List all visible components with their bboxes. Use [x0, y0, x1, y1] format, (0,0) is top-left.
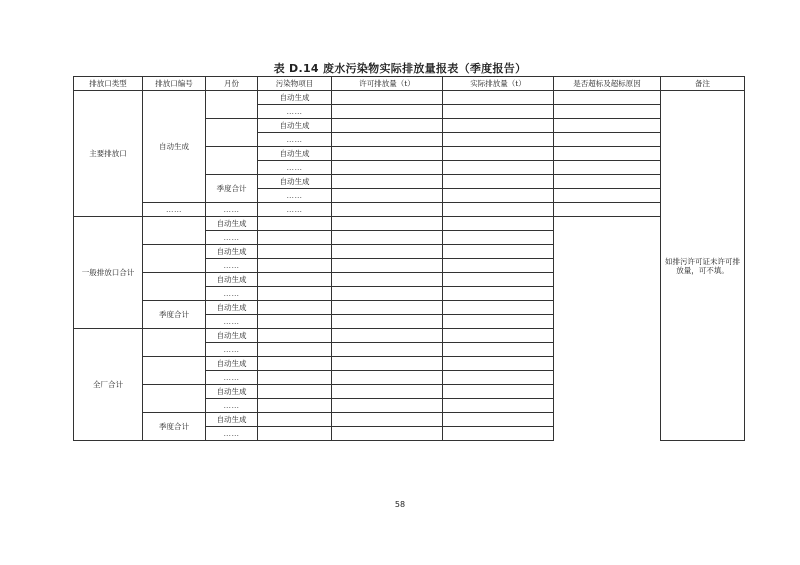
pollutant-auto-cell: 自动生成 [258, 147, 332, 161]
permitted-amount-cell [332, 119, 443, 133]
exceed-reason-cell [443, 357, 554, 371]
permitted-amount-cell [258, 315, 332, 329]
pollutant-dots-cell: …… [206, 231, 258, 245]
actual-amount-cell [443, 119, 554, 133]
table-row [74, 301, 745, 315]
permitted-amount-cell [258, 259, 332, 273]
month-cell [206, 91, 258, 119]
pollutant-auto-cell: 自动生成 [258, 175, 332, 189]
exceed-reason-cell [443, 385, 554, 399]
exceed-reason-cell [554, 133, 661, 147]
pollutant-auto-cell: 自动生成 [206, 245, 258, 259]
exceed-reason-cell [554, 189, 661, 203]
permitted-amount-cell [258, 413, 332, 427]
permitted-amount-cell [258, 427, 332, 441]
exceed-reason-cell [443, 273, 554, 287]
actual-amount-cell [443, 147, 554, 161]
actual-amount-cell [443, 161, 554, 175]
pollutant-dots-cell: …… [258, 105, 332, 119]
table-row [74, 413, 745, 427]
table-row [74, 245, 745, 259]
actual-amount-cell [332, 217, 443, 231]
actual-amount-cell [443, 91, 554, 105]
permitted-amount-cell [258, 273, 332, 287]
pollutant-dots-cell: …… [206, 427, 258, 441]
quarter-total-cell: 季度合计 [143, 301, 206, 329]
exceed-reason-cell [443, 427, 554, 441]
month-cell [143, 245, 206, 273]
permitted-amount-cell [332, 133, 443, 147]
pollutant-auto-cell: 自动生成 [206, 413, 258, 427]
pollutant-dots-cell: …… [258, 133, 332, 147]
table-row [74, 203, 745, 217]
main-section-label: 主要排放口 [74, 91, 143, 217]
permitted-amount-cell [258, 357, 332, 371]
month-cell [143, 329, 206, 357]
actual-amount-cell [332, 231, 443, 245]
actual-amount-cell [443, 189, 554, 203]
header-permitted-amount: 许可排放量（t） [332, 77, 443, 91]
actual-amount-cell [332, 413, 443, 427]
permitted-amount-cell [258, 329, 332, 343]
plant-section-label: 全厂合计 [74, 329, 143, 441]
actual-amount-cell [332, 371, 443, 385]
header-pollutant: 污染物项目 [258, 77, 332, 91]
exceed-reason-cell [554, 105, 661, 119]
permitted-amount-cell [332, 105, 443, 119]
permitted-amount-cell [332, 147, 443, 161]
outlet-dots-cell: …… [143, 203, 206, 217]
header-outlet-id: 排放口编号 [143, 77, 206, 91]
page-number: 58 [394, 500, 406, 509]
exceed-reason-cell [554, 161, 661, 175]
exceed-reason-cell [443, 399, 554, 413]
actual-amount-cell [332, 259, 443, 273]
pollutant-auto-cell: 自动生成 [206, 329, 258, 343]
exceed-reason-cell [443, 259, 554, 273]
pollutant-dots-cell: …… [206, 287, 258, 301]
actual-amount-cell [332, 245, 443, 259]
exceed-reason-cell [554, 91, 661, 105]
month-cell [206, 119, 258, 147]
exceed-reason-cell [554, 119, 661, 133]
exceed-reason-cell [443, 301, 554, 315]
pollutant-dots-cell: …… [206, 259, 258, 273]
exceed-reason-cell [443, 329, 554, 343]
actual-amount-cell [332, 301, 443, 315]
permitted-amount-cell [258, 385, 332, 399]
exceed-reason-cell [443, 231, 554, 245]
pollutant-auto-cell: 自动生成 [206, 385, 258, 399]
month-cell [143, 217, 206, 245]
pollutant-auto-cell: 自动生成 [258, 119, 332, 133]
actual-amount-cell [443, 175, 554, 189]
permitted-amount-cell [332, 189, 443, 203]
actual-amount-cell [332, 273, 443, 287]
month-dots-cell: …… [206, 203, 258, 217]
table-row [74, 385, 745, 399]
actual-amount-cell [332, 343, 443, 357]
general-section-label: 一般排放口合计 [74, 217, 143, 329]
permitted-amount-cell [332, 161, 443, 175]
quarter-total-cell: 季度合计 [143, 413, 206, 441]
remarks-note: 如排污许可证未许可排放量，可不填。 [661, 91, 745, 441]
month-cell [143, 385, 206, 413]
exceed-reason-cell [443, 217, 554, 231]
actual-amount-cell [332, 357, 443, 371]
actual-amount-cell [443, 105, 554, 119]
permitted-amount-cell [258, 287, 332, 301]
pollutant-dots-cell: …… [206, 343, 258, 357]
permitted-amount-cell [258, 245, 332, 259]
outlet-id-cell: 自动生成 [143, 91, 206, 203]
exceed-reason-cell [443, 343, 554, 357]
month-cell [206, 147, 258, 175]
month-cell [143, 357, 206, 385]
header-exceed-reason: 是否超标及超标原因 [554, 77, 661, 91]
table-row [74, 91, 745, 105]
actual-amount-cell [332, 329, 443, 343]
permitted-amount-cell [332, 91, 443, 105]
table-row [74, 329, 745, 343]
pollutant-dots-cell: …… [258, 161, 332, 175]
pollutant-dots-cell: …… [258, 203, 332, 217]
month-cell [143, 273, 206, 301]
table-row [74, 273, 745, 287]
pollutant-auto-cell: 自动生成 [258, 91, 332, 105]
exceed-reason-cell [554, 203, 661, 217]
table-row [74, 357, 745, 371]
pollutant-auto-cell: 自动生成 [206, 301, 258, 315]
pollutant-dots-cell: …… [206, 371, 258, 385]
header-outlet-type: 排放口类型 [74, 77, 143, 91]
actual-amount-cell [332, 287, 443, 301]
header-row [74, 77, 745, 91]
exceed-reason-cell [443, 315, 554, 329]
exceed-reason-cell [554, 147, 661, 161]
exceed-reason-cell [554, 175, 661, 189]
header-month: 月份 [206, 77, 258, 91]
permitted-amount-cell [258, 217, 332, 231]
permitted-amount-cell [332, 175, 443, 189]
permitted-amount-cell [258, 231, 332, 245]
permitted-amount-cell [258, 371, 332, 385]
pollutant-auto-cell: 自动生成 [206, 217, 258, 231]
permitted-amount-cell [258, 301, 332, 315]
exceed-reason-cell [443, 413, 554, 427]
permitted-amount-cell [258, 343, 332, 357]
pollutant-dots-cell: …… [206, 315, 258, 329]
pollutant-dots-cell: …… [206, 399, 258, 413]
actual-amount-cell [332, 399, 443, 413]
exceed-reason-cell [443, 245, 554, 259]
quarter-total-cell: 季度合计 [206, 175, 258, 203]
table-title: 表 D.14 废水污染物实际排放量报表（季度报告） [273, 62, 527, 75]
pollutant-dots-cell: …… [258, 189, 332, 203]
permitted-amount-cell [258, 399, 332, 413]
pollutant-auto-cell: 自动生成 [206, 357, 258, 371]
wastewater-emission-table [73, 76, 745, 441]
actual-amount-cell [332, 427, 443, 441]
header-remarks: 备注 [661, 77, 745, 91]
table-row [74, 217, 745, 231]
actual-amount-cell [443, 203, 554, 217]
exceed-reason-cell [443, 287, 554, 301]
exceed-reason-cell [443, 371, 554, 385]
actual-amount-cell [332, 315, 443, 329]
actual-amount-cell [443, 133, 554, 147]
permitted-amount-cell [332, 203, 443, 217]
pollutant-auto-cell: 自动生成 [206, 273, 258, 287]
header-actual-amount: 实际排放量（t） [443, 77, 554, 91]
actual-amount-cell [332, 385, 443, 399]
